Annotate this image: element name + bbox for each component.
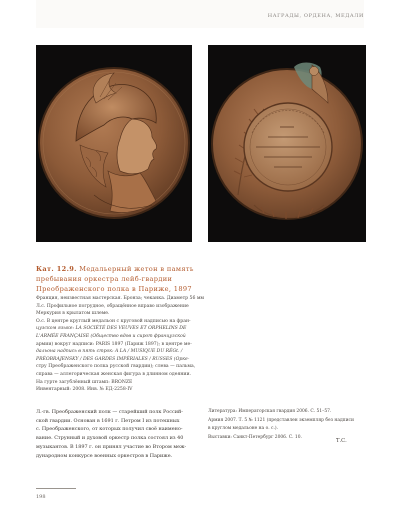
commentary-line: музыкантов. В 1897 г. он принял участие во Втором меж- — [36, 443, 187, 450]
catalogue-caption — [36, 264, 244, 394]
description-line: дальона надпись в пять строк: A LA / MUSIQUE DU RÉGt. / — [36, 349, 183, 355]
commentary-line: Л.-гв. Преображенский полк — старейший полк Россий- — [36, 409, 183, 415]
footer-rule — [36, 488, 76, 489]
page-header — [36, 0, 364, 28]
reference-line: Армия 2007. Т. 5 № 1121 (представлен экземпляр без надписи — [208, 417, 354, 423]
description-line: справа — аллегорическая женская фигура в длинном одеянии. — [36, 371, 192, 377]
commentary-line: дународном конкурсе военных оркестров в Париже. — [36, 452, 173, 459]
title-line-1: Медальерный жетон в память — [79, 265, 194, 273]
description-line: PRÉOBRAJENSKY / DES GARDES IMPÉRIALES / RUSSES (Орке- — [36, 356, 190, 362]
running-title: НАГРАДЫ, ОРДЕНА, МЕДАЛИ — [267, 13, 364, 19]
description-line: О.с. В центре круглый медальон с круговой надписью на фран- — [36, 318, 191, 324]
description-line: Франция, неизвестная мастерская. Бронза; чеканка. Диаметр 56 мм — [36, 296, 204, 301]
reference-line: в круглом медальоне на о. с.). — [208, 426, 278, 432]
description-line: стру Преображенского полка русской гвардии); слева — пальма, — [36, 364, 196, 370]
medal-obverse-image — [36, 45, 192, 242]
description-line: армии) вокруг надписи: PARIS 1897 (Париж 1897); в центре ме- — [36, 341, 192, 347]
description-line: Л.с. Профильное погрудное, обращённое вправо изображение — [36, 303, 189, 309]
commentary-text — [36, 408, 196, 460]
medal-obverse-photo — [36, 45, 192, 242]
title-line-3: Преображенского полка в Париже, 1897 — [36, 285, 192, 293]
page-number: 198 — [36, 494, 46, 500]
description-line: Инвентарный: 2008. Инв. № ЕД-2258-IV — [36, 387, 133, 393]
medal-reverse-image — [208, 45, 366, 242]
title-line-2: пребывания оркестра лейб-гвардии — [36, 275, 173, 283]
commentary-line: с. Преображенского, от которых получил своё наимено- — [36, 426, 183, 433]
author-signature: Т.С. — [336, 438, 347, 444]
reference-line: Выставки: Санкт-Петербург 2006. С. 10. — [208, 434, 302, 440]
commentary-line: вание. Струнный и духовой оркестр полка состоял из 40 — [36, 435, 184, 442]
description-line: L'ARMÉE FRANÇAISE (Общество вдов и сирот французской — [36, 333, 186, 339]
catalogue-number: Кат. 12.9. — [36, 265, 77, 273]
medal-reverse-photo — [208, 45, 366, 242]
description-line: На гурте загублённый штамп: BRONZE — [36, 379, 133, 385]
reference-line: Литература: Императорская гвардия 2006. С. 51–57. — [208, 409, 332, 414]
description-line: Меркурия в крылатом шлеме. — [36, 311, 110, 317]
commentary-line: ской гвардии. Основан в 1691 г. Петром I из потешных — [36, 417, 180, 424]
description-line: цузском языке: LA SOCIÉTÉ DES VEUVES ET ORPHELINS DE — [36, 326, 187, 332]
catalogue-title — [36, 264, 244, 294]
